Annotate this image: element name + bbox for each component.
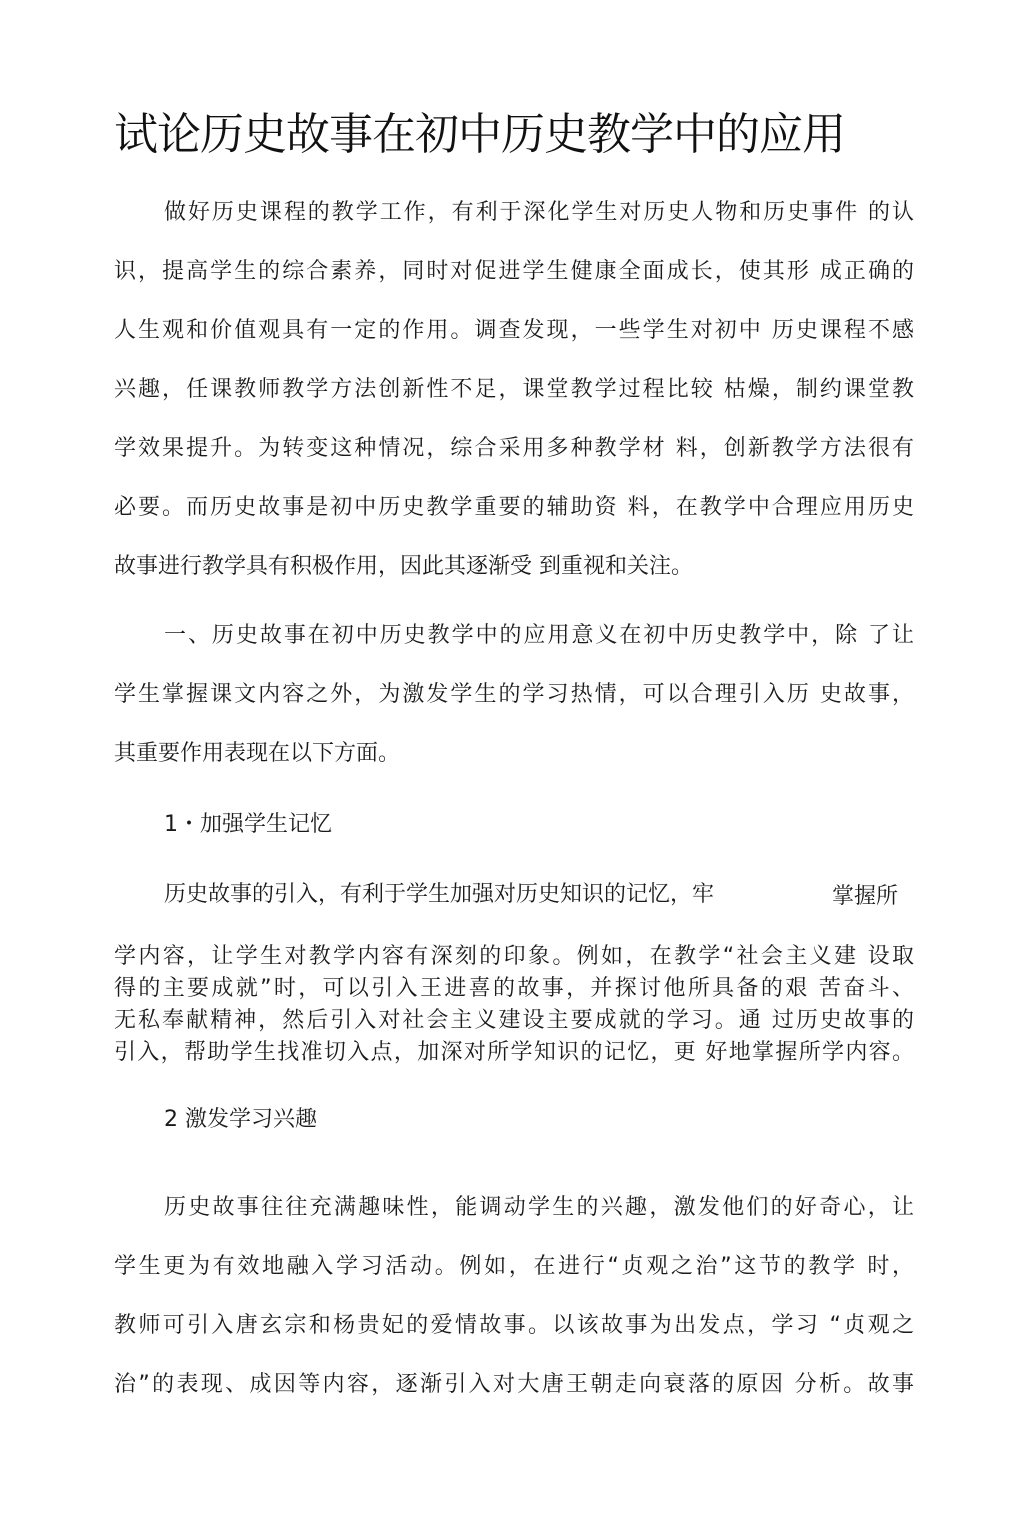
paragraph-line: 无私奉献精神，然后引入对社会主义建设主要成就的学习。通 过历史故事的 xyxy=(114,1008,914,1033)
paragraph-line: 学生更为有效地融入学习活动。例如，在进行“贞观之治”这节的教学 时， xyxy=(114,1254,914,1279)
paragraph-line: 得的主要成就”时，可以引入王进喜的故事，并探讨他所具备的艰 苦奋斗、 xyxy=(114,976,914,1001)
paragraph-line: 人生观和价值观具有一定的作用。调查发现，一些学生对初中 历史课程不感 xyxy=(114,318,914,343)
paragraph-line: 其重要作用表现在以下方面。 xyxy=(114,741,401,766)
section-heading: 1・加强学生记忆 xyxy=(164,812,332,837)
paragraph-line: 识，提高学生的综合素养，同时对促进学生健康全面成长，使其形 成正确的 xyxy=(114,259,914,284)
document-title: 试论历史故事在初中历史教学中的应用 xyxy=(114,109,845,160)
section-heading: 2 激发学习兴趣 xyxy=(164,1107,317,1132)
paragraph-line: 兴趣，任课教师教学方法创新性不足，课堂教学过程比较 枯燥，制约课堂教 xyxy=(114,377,914,402)
paragraph-line: 故事进行教学具有积极作用，因此其逐渐受 到重视和关注。 xyxy=(114,554,693,579)
paragraph-line: 做好历史课程的教学工作，有利于深化学生对历史人物和历史事件 的认 xyxy=(164,200,914,225)
paragraph-line: 历史故事往往充满趣味性，能调动学生的兴趣，激发他们的好奇心，让 xyxy=(164,1195,914,1220)
paragraph-line: 学生掌握课文内容之外，为激发学生的学习热情，可以合理引入历 史故事， xyxy=(114,682,914,707)
paragraph-line: 一、历史故事在初中历史教学中的应用意义在初中历史教学中，除 了让 xyxy=(164,623,914,648)
paragraph-line: 掌握所 xyxy=(832,884,899,909)
paragraph-line: 学内容，让学生对教学内容有深刻的印象。例如，在教学“社会主义建 设取 xyxy=(114,944,914,969)
paragraph-line: 必要。而历史故事是初中历史教学重要的辅助资 料，在教学中合理应用历史 xyxy=(114,495,914,520)
paragraph-line: 历史故事的引入，有利于学生加强对历史知识的记忆，牢 xyxy=(164,882,715,907)
paragraph-line: 引入，帮助学生找准切入点，加深对所学知识的记忆，更 好地掌握所学内容。 xyxy=(114,1040,914,1065)
paragraph-line: 治”的表现、成因等内容，逐渐引入对大唐王朝走向衰落的原因 分析。故事 xyxy=(114,1372,914,1397)
paragraph-line: 学效果提升。为转变这种情况，综合采用多种教学材 料，创新教学方法很有 xyxy=(114,436,914,461)
paragraph-line: 教师可引入唐玄宗和杨贵妃的爱情故事。以该故事为出发点，学习 “贞观之 xyxy=(114,1313,914,1338)
